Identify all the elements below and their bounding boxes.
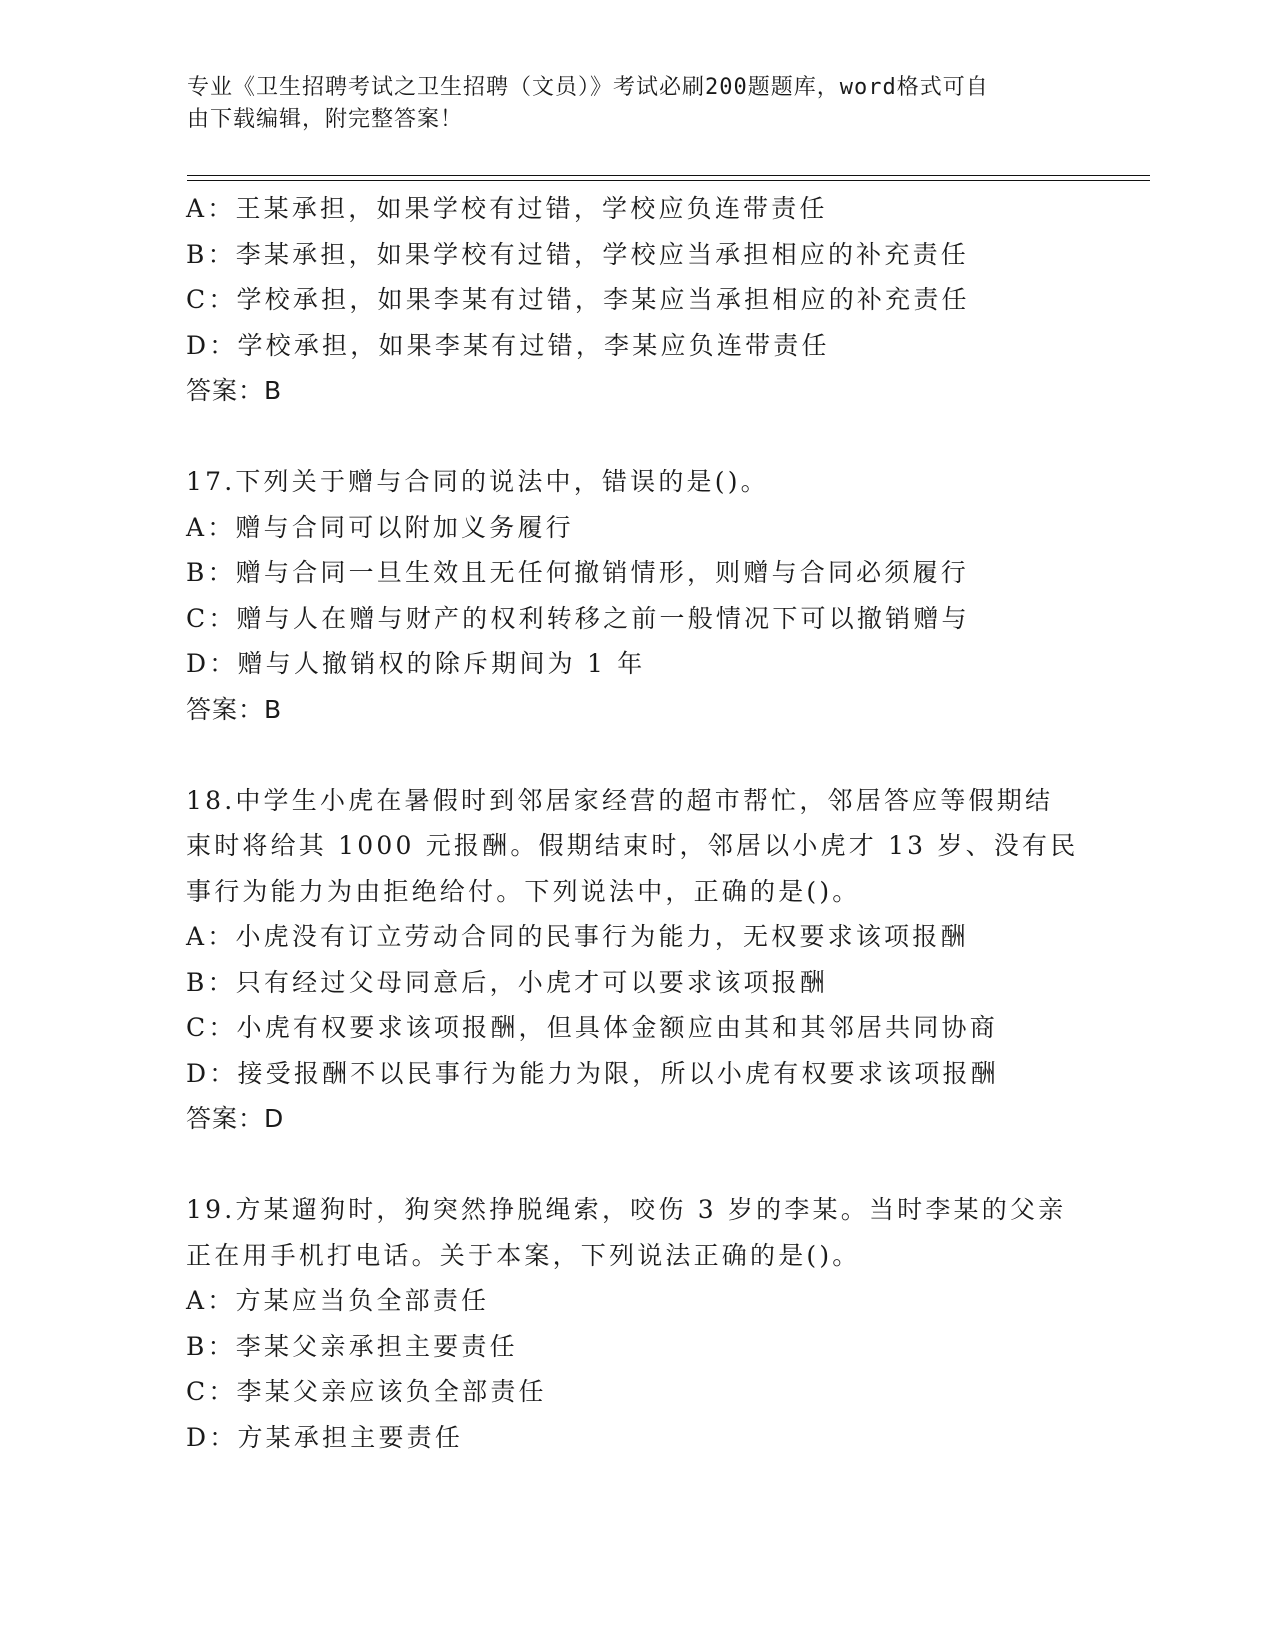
question-stem-line-2: 束时将给其 1000 元报酬。假期结束时，邻居以小虎才 13 岁、没有民 <box>186 831 1079 860</box>
answer-label: 答案：B <box>186 376 283 405</box>
header-title-line-1: 专业《卫生招聘考试之卫生招聘（文员）》考试必刷200题题库，word格式可自 <box>187 75 989 100</box>
header-divider-bottom <box>187 180 1150 181</box>
option-d: D：接受报酬不以民事行为能力为限，所以小虎有权要求该项报酬 <box>186 1058 999 1088</box>
option-b: B：李某承担，如果学校有过错，学校应当承担相应的补充责任 <box>186 239 969 269</box>
option-d: D：学校承担，如果李某有过错，李某应负连带责任 <box>186 330 830 360</box>
option-b: B：李某父亲承担主要责任 <box>186 1331 518 1361</box>
question-stem-line-3: 事行为能力为由拒绝给付。下列说法中，正确的是()。 <box>186 876 861 906</box>
question-stem-line-1: 19.方某遛狗时，狗突然挣脱绳索，咬伤 3 岁的李某。当时李某的父亲 <box>186 1195 1067 1224</box>
question-19 <box>186 1187 1086 1460</box>
question-stem: 17.下列关于赠与合同的说法中，错误的是()。 <box>186 467 769 496</box>
option-a: A：王某承担，如果学校有过错，学校应负连带责任 <box>186 194 828 223</box>
document-header <box>187 72 1067 136</box>
question-16 <box>186 186 1086 414</box>
option-a: A：赠与合同可以附加义务履行 <box>186 512 574 542</box>
spacer <box>186 414 1086 460</box>
option-c: C：李某父亲应该负全部责任 <box>186 1377 547 1406</box>
option-c: C：小虎有权要求该项报酬，但具体金额应由其和其邻居共同协商 <box>186 1013 998 1042</box>
answer-label: 答案：D <box>186 1104 285 1133</box>
option-b: B：赠与合同一旦生效且无任何撤销情形，则赠与合同必须履行 <box>186 558 969 587</box>
option-a: A：小虎没有订立劳动合同的民事行为能力，无权要求该项报酬 <box>186 922 969 951</box>
option-d: D：赠与人撤销权的除斥期间为 1 年 <box>186 649 646 678</box>
question-stem-line-1: 18.中学生小虎在暑假时到邻居家经营的超市帮忙，邻居答应等假期结 <box>186 785 1054 815</box>
question-17 <box>186 459 1086 732</box>
spacer <box>186 1142 1086 1188</box>
question-18 <box>186 778 1086 1142</box>
option-d: D：方某承担主要责任 <box>186 1422 464 1452</box>
question-stem-line-2: 正在用手机打电话。关于本案，下列说法正确的是()。 <box>186 1240 861 1270</box>
option-c: C：学校承担，如果李某有过错，李某应当承担相应的补充责任 <box>186 285 970 314</box>
option-b: B：只有经过父母同意后，小虎才可以要求该项报酬 <box>186 967 828 997</box>
spacer <box>186 732 1086 778</box>
header-divider-top <box>187 175 1150 176</box>
question-list <box>186 186 1086 1460</box>
answer-label: 答案：B <box>186 694 283 724</box>
option-c: C：赠与人在赠与财产的权利转移之前一般情况下可以撤销赠与 <box>186 603 970 633</box>
header-title-line-2: 由下载编辑，附完整答案！ <box>187 107 464 132</box>
option-a: A：方某应当负全部责任 <box>186 1286 490 1315</box>
